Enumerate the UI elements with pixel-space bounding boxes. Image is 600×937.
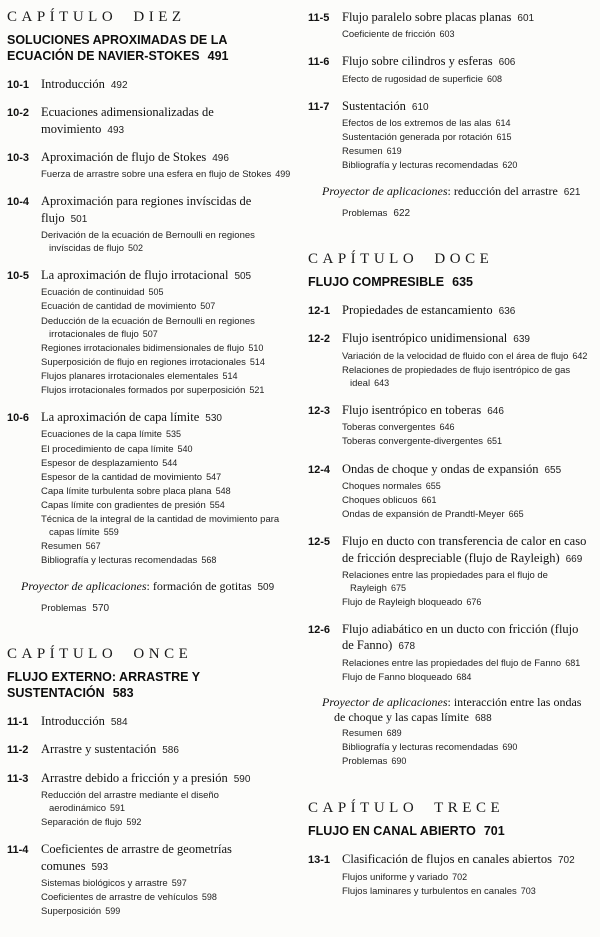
page-number: 548	[215, 485, 231, 496]
toc-column-right	[308, 9, 593, 918]
section-number: 10-1	[7, 79, 30, 91]
section-title: Clasificación de flujos en canales abiertos	[342, 852, 552, 867]
toc-entry-section	[308, 402, 593, 418]
toc-entry-problems	[342, 208, 593, 219]
page-number: 639	[513, 334, 530, 346]
section-title: Aproximación de flujo de Stokes	[41, 149, 207, 164]
toc-entry-subsection	[308, 350, 593, 363]
page-number: 514	[222, 370, 238, 381]
toc-entry-subsection	[308, 671, 593, 684]
section-number: 12-6	[308, 624, 331, 637]
page-number: 676	[466, 596, 482, 607]
toc-entry-section	[7, 770, 292, 786]
chapter-subtitle-text: FLUJO EN CANAL ABIERTO	[308, 824, 476, 839]
subsection-title: Reducción del arrastre mediante el diseño aerodinámico	[41, 790, 219, 815]
section-title: La aproximación de capa límite	[41, 410, 200, 425]
page-number: 583	[112, 686, 134, 701]
subsection-title: Superposición	[41, 906, 102, 918]
section-number: 12-1	[308, 305, 331, 318]
special-label-italic: Proyector de aplicaciones	[21, 578, 147, 593]
page-number: 568	[201, 555, 217, 566]
page-number: 690	[391, 756, 407, 767]
toc-entry-subsection	[308, 73, 593, 86]
section-number: 11-2	[7, 744, 29, 757]
subsection-title: Choques normales	[342, 480, 422, 492]
page-number: 507	[142, 328, 158, 339]
special-title: : reducción del arrastre	[447, 183, 558, 198]
subsection-title: Superposición de flujo en regiones irrotacionales	[41, 356, 246, 368]
page-number: 661	[421, 494, 437, 505]
page-number: 603	[439, 29, 455, 40]
page-number: 606	[498, 57, 516, 69]
subsection-title: Derivación de la ecuación de Bernoulli en regiones invíscidas de flujo	[41, 229, 255, 254]
special-title: : interacción entre las ondas de choque y las capas límite	[334, 694, 582, 725]
page-number: 614	[495, 118, 511, 129]
section-number: 11-4	[7, 844, 29, 857]
toc-entry-subsection	[308, 871, 593, 884]
section-title: Flujo isentrópico en toberas	[342, 403, 482, 418]
chapter-heading-text: CAPÍTULO DIEZ	[7, 9, 186, 25]
page-number: 521	[249, 385, 265, 396]
subsection-title: Efecto de rugosidad de superficie	[342, 73, 484, 85]
page-number: 599	[105, 906, 121, 917]
chapter-heading	[308, 251, 593, 268]
toc-entry-subsection	[308, 727, 593, 740]
section-title: Flujo en ducto con transferencia de calor en caso de fricción despreciable (flujo de Rayleigh)	[342, 534, 587, 565]
page-number: 646	[439, 422, 455, 433]
page-number: 688	[474, 713, 492, 725]
toc-entry-subsection	[7, 229, 292, 255]
page-number: 701	[483, 824, 505, 839]
section-number: 12-2	[308, 333, 331, 346]
toc-entry-subsection	[308, 755, 593, 768]
subsection-title: Relaciones de propiedades de flujo isentrópico de gas ideal	[342, 364, 571, 389]
page-number: 619	[386, 146, 402, 157]
toc-entry-subsection	[7, 457, 292, 470]
subsection-title: Flujo de Rayleigh bloqueado	[342, 596, 463, 608]
toc-entry-section	[308, 302, 593, 318]
section-number: 13-1	[308, 854, 331, 867]
toc-entry-section	[308, 98, 593, 114]
page-number: 559	[103, 527, 119, 538]
page-number: 678	[398, 641, 416, 653]
toc-entry-subsection	[7, 891, 292, 904]
toc-entry-subsection	[7, 540, 292, 553]
toc-entry-section	[308, 851, 593, 867]
page-number: 622	[393, 208, 411, 220]
subsection-title: Flujos laminares y turbulentos en canales	[342, 885, 517, 897]
subsection-title: Efectos de los extremos de las alas	[342, 118, 492, 130]
subsection-title: Resumen	[41, 541, 82, 553]
chapter-subtitle	[7, 32, 292, 64]
toc-entry-subsection	[7, 342, 292, 355]
page-number: 593	[91, 861, 109, 873]
page-number: 646	[487, 406, 504, 418]
page-number: 675	[390, 582, 406, 593]
toc-entry-subsection	[308, 435, 593, 448]
toc-entry-subsection	[7, 384, 292, 397]
section-title: Introducción	[41, 77, 105, 91]
chapter-heading	[7, 9, 292, 26]
toc-entry-subsection	[308, 117, 593, 130]
page-number: 570	[92, 603, 110, 615]
subsection-title: El procedimiento de capa límite	[41, 443, 174, 455]
section-title: Introducción	[41, 714, 105, 729]
section-number: 12-5	[308, 536, 331, 549]
special-label-italic: Proyector de aplicaciones	[322, 694, 448, 709]
page-number: 702	[558, 855, 575, 867]
subsection-title: Variación de la velocidad de fluido con el área de flujo	[342, 350, 569, 362]
subsection-title: Sistemas biológicos y arrastre	[41, 877, 168, 889]
page-number: 608	[487, 73, 503, 84]
page-number: 530	[205, 413, 222, 425]
toc-entry-section	[7, 267, 292, 283]
toc-entry-section	[7, 409, 292, 425]
toc-entry-subsection	[7, 315, 292, 341]
toc-entry-subsection	[7, 877, 292, 890]
page-number: 496	[212, 152, 229, 164]
page-number: 491	[207, 49, 229, 63]
subsection-title: Capas límite con gradientes de presión	[41, 500, 206, 512]
subsection-title: Resumen	[342, 146, 383, 158]
toc-entry-section	[7, 841, 292, 874]
toc-entry-subsection	[308, 885, 593, 898]
page-number: 544	[162, 457, 178, 468]
section-number: 11-1	[7, 716, 29, 729]
chapter-subtitle	[7, 669, 292, 701]
toc-entry-subsection	[308, 159, 593, 172]
subsection-title: Espesor de la cantidad de movimiento	[41, 471, 203, 483]
page-number: 597	[171, 877, 187, 888]
toc-entry-subsection	[7, 443, 292, 456]
page-number: 493	[107, 124, 125, 136]
page-number: 610	[411, 101, 429, 113]
toc-entry-subsection	[7, 356, 292, 369]
section-title: Arrastre y sustentación	[41, 742, 157, 757]
toc-entry-section	[7, 149, 292, 165]
section-number: 10-4	[7, 196, 30, 209]
subsection-title: Relaciones entre las propiedades para el flujo de Rayleigh	[342, 569, 548, 594]
section-number: 10-2	[7, 107, 30, 120]
toc-entry-subsection	[308, 596, 593, 609]
toc-entry-subsection	[7, 300, 292, 313]
page-number: 499	[275, 169, 291, 180]
page-number: 509	[257, 581, 275, 593]
toc-entry-subsection	[308, 131, 593, 144]
subsection-title: Fuerza de arrastre sobre una esfera en flujo de Stokes	[41, 169, 272, 181]
subsection-title: Ecuaciones de la capa límite	[41, 429, 162, 441]
subsection-title: Regiones irrotacionales bidimensionales de flujo	[41, 342, 245, 354]
section-title: Aproximación para regiones invíscidas de flujo	[41, 194, 252, 225]
page-number: 505	[234, 271, 252, 283]
toc-entry-subsection	[308, 480, 593, 493]
page-number: 502	[127, 242, 144, 253]
page-number: 615	[496, 132, 512, 143]
subsection-title: Separación de flujo	[41, 817, 123, 829]
problems-label: Problemas	[342, 208, 388, 220]
section-title: Flujo isentrópico unidimensional	[342, 331, 508, 346]
toc-entry-problems	[41, 603, 292, 614]
page-number: 505	[148, 287, 164, 298]
page-number: 591	[110, 803, 126, 814]
page-number: 592	[126, 817, 142, 828]
page-number: 501	[70, 213, 88, 225]
section-number: 11-3	[7, 772, 29, 785]
toc-entry-subsection	[308, 421, 593, 434]
subsection-title: Flujos irrotacionales formados por superposición	[41, 385, 246, 397]
subsection-title: Espesor de desplazamiento	[41, 457, 159, 469]
subsection-title: Técnica de la integral de la cantidad de movimiento para capas límite	[41, 514, 280, 539]
subsection-title: Resumen	[342, 728, 383, 740]
subsection-title: Ecuación de cantidad de movimiento	[41, 301, 197, 313]
page-number: 567	[85, 541, 101, 552]
section-number: 12-3	[308, 405, 331, 418]
subsection-title: Relaciones entre las propiedades del flujo de Fanno	[342, 657, 562, 669]
toc-column-left	[7, 9, 292, 918]
page-number: 681	[565, 657, 581, 668]
section-title: Flujo paralelo sobre placas planas	[342, 10, 512, 24]
chapter-subtitle	[308, 274, 593, 290]
toc-entry-section	[308, 621, 593, 654]
subsection-title: Toberas convergentes	[342, 422, 436, 434]
section-number: 12-4	[308, 463, 331, 476]
page-number: 643	[374, 377, 390, 388]
section-number: 11-7	[308, 100, 330, 113]
chapter-subtitle-text: FLUJO EXTERNO: ARRASTRE Y SUSTENTACIÓN	[7, 670, 200, 701]
toc-entry-application-spotlight	[308, 695, 593, 726]
toc-entry-application-spotlight	[308, 184, 593, 200]
page-number: 514	[249, 356, 265, 367]
subsection-title: Sustentación generada por rotación	[342, 132, 493, 144]
subsection-title: Bibliografía y lecturas recomendadas	[41, 555, 198, 567]
subsection-title: Choques oblicuos	[342, 494, 418, 506]
toc-entry-application-spotlight	[7, 579, 292, 595]
toc-entry-section	[308, 533, 593, 566]
page-number: 665	[508, 509, 524, 520]
toc-entry-subsection	[308, 145, 593, 158]
special-title: : formación de gotitas	[146, 578, 252, 593]
page-number: 689	[386, 728, 402, 739]
page-number: 702	[452, 871, 468, 882]
subsection-title: Deducción de la ecuación de Bernoulli en regiones irrotacionales de flujo	[41, 315, 255, 340]
page-number: 492	[110, 80, 128, 91]
section-title: La aproximación de flujo irrotacional	[41, 268, 229, 283]
subsection-title: Problemas	[342, 756, 388, 768]
toc-entry-subsection	[7, 789, 292, 815]
chapter-subtitle	[308, 823, 593, 839]
toc-entry-section	[7, 741, 292, 757]
page-number: 655	[425, 480, 441, 491]
toc-entry-subsection	[7, 905, 292, 918]
section-title: Ecuaciones adimensionalizadas de movimiento	[41, 105, 214, 136]
page-number: 554	[209, 500, 225, 511]
section-title: Flujo sobre cilindros y esferas	[342, 54, 493, 69]
section-number: 10-5	[7, 270, 30, 283]
page-number: 598	[201, 892, 217, 903]
subsection-title: Bibliografía y lecturas recomendadas	[342, 160, 499, 172]
page-number: 535	[165, 429, 181, 440]
chapter-heading-text: CAPÍTULO ONCE	[7, 646, 193, 663]
toc-entry-subsection	[7, 370, 292, 383]
toc-entry-subsection	[7, 513, 292, 539]
section-title: Flujo adiabático en un ducto con fricción (flujo de Fanno)	[342, 622, 579, 653]
page-number: 690	[502, 742, 518, 753]
page-number: 642	[572, 350, 588, 361]
page-number: 636	[498, 306, 516, 318]
subsection-title: Ecuación de continuidad	[41, 287, 145, 299]
subsection-title: Flujos planares irrotacionales elementales	[41, 370, 219, 382]
toc-entry-section	[7, 713, 292, 729]
toc-entry-section	[7, 76, 292, 92]
toc-entry-subsection	[308, 28, 593, 41]
section-number: 10-6	[7, 412, 30, 425]
chapter-heading	[308, 800, 593, 817]
page-number: 621	[563, 186, 581, 198]
toc-entry-subsection	[7, 485, 292, 498]
toc-entry-section	[308, 9, 593, 25]
page-number: 547	[206, 471, 222, 482]
subsection-title: Flujo de Fanno bloqueado	[342, 671, 453, 683]
toc-entry-subsection	[7, 286, 292, 299]
subsection-title: Coeficiente de fricción	[342, 29, 436, 41]
toc-entry-subsection	[7, 428, 292, 441]
page-number: 510	[248, 342, 264, 353]
subsection-title: Flujos uniforme y variado	[342, 871, 449, 883]
toc-entry-subsection	[308, 508, 593, 521]
chapter-heading-text: CAPÍTULO DOCE	[308, 251, 494, 268]
toc-entry-section	[308, 461, 593, 477]
section-title: Ondas de choque y ondas de expansión	[342, 461, 539, 476]
section-number: 11-5	[308, 12, 330, 24]
page-number: 601	[517, 13, 535, 24]
page-number: 684	[456, 671, 472, 682]
chapter-subtitle-text: FLUJO COMPRESIBLE	[308, 275, 445, 290]
problems-label: Problemas	[41, 603, 87, 615]
toc-entry-section	[7, 104, 292, 137]
toc-entry-subsection	[7, 168, 292, 181]
page-number: 586	[162, 745, 179, 757]
page-number: 507	[200, 301, 216, 312]
chapter-subtitle-text: SOLUCIONES APROXIMADAS DE LA ECUACIÓN DE NAVIER-STOKES	[7, 33, 227, 63]
toc-entry-section	[308, 53, 593, 69]
page-number: 590	[233, 773, 251, 785]
subsection-title: Coeficientes de arrastre de vehículos	[41, 892, 198, 904]
page-number: 540	[177, 443, 193, 454]
toc-entry-subsection	[308, 494, 593, 507]
subsection-title: Capa límite turbulenta sobre placa plana	[41, 485, 212, 497]
chapter-heading	[7, 646, 292, 663]
page-number: 620	[502, 160, 518, 171]
toc-entry-subsection	[7, 816, 292, 829]
section-title: Arrastre debido a fricción y a presión	[41, 770, 228, 785]
toc-entry-subsection	[308, 569, 593, 595]
page-number: 669	[565, 553, 583, 565]
subsection-title: Toberas convergente-divergentes	[342, 436, 484, 448]
subsection-title: Ondas de expansión de Prandtl-Meyer	[342, 509, 505, 521]
section-title: Sustentación	[342, 98, 406, 113]
page-number: 635	[452, 275, 473, 290]
toc-entry-subsection	[308, 657, 593, 670]
special-label-italic: Proyector de aplicaciones	[322, 183, 448, 198]
toc-entry-subsection	[7, 471, 292, 484]
page-number: 703	[520, 885, 536, 896]
section-number: 10-3	[7, 151, 30, 164]
toc-entry-subsection	[7, 554, 292, 567]
toc-entry-subsection	[308, 741, 593, 754]
chapter-heading-text: CAPÍTULO TRECE	[308, 800, 505, 817]
toc-entry-subsection	[7, 499, 292, 512]
page-number: 651	[487, 436, 503, 447]
toc-entry-section	[308, 330, 593, 346]
page-number: 655	[544, 464, 562, 476]
subsection-title: Bibliografía y lecturas recomendadas	[342, 742, 499, 754]
toc-entry-subsection	[308, 364, 593, 390]
section-number: 11-6	[308, 56, 330, 69]
toc-entry-section	[7, 193, 292, 226]
section-title: Propiedades de estancamiento	[342, 303, 493, 318]
page-number: 584	[110, 717, 128, 729]
section-title: Coeficientes de arrastre de geometrías comunes	[41, 842, 232, 873]
